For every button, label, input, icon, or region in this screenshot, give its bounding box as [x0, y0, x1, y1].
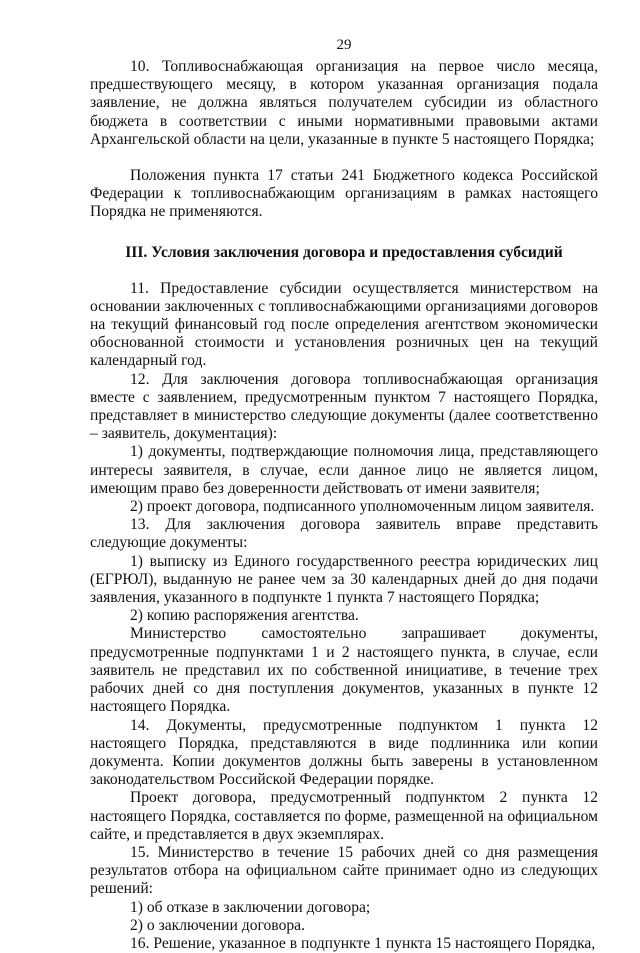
paragraph-13: 13. Для заключения договора заявитель вправе представить следующие документы: [90, 516, 598, 552]
paragraph-13-ministry-request: Министерство самостоятельно запрашивает документы, предусмотренные подпунктами 1 и 2 настоящего пункта, в случае, если заявитель не представил их по собственной инициативе, в течение трех рабочих дней со дня поступления документов, указанных в пункте 12 настоящего Порядка. [90, 625, 598, 716]
paragraph-10: 10. Топливоснабжающая организация на первое число месяца, предшествующего месяцу, в котором указанная организация подала заявление, не должна являться получателем субсидии из областного бюджета в соответствии с иными нормативными правовыми актами Архангельской области на цели, указанные в пункте 5 настоящего Порядка; [90, 58, 598, 148]
paragraph-14-contract-draft: Проект договора, предусмотренный подпунктом 2 пункта 12 настоящего Порядка, составляется по форме, размещенной на официальном сайте, и представляется в двух экземплярах. [90, 789, 598, 843]
page-number: 29 [336, 37, 352, 53]
paragraph-15-item-2: 2) о заключении договора. [130, 916, 305, 934]
section-title: III. Условия заключения договора и предоставления субсидий [125, 243, 563, 261]
paragraph-15: 15. Министерство в течение 15 рабочих дней со дня размещения результатов отбора на официальном сайте принимает одно из следующих решений: [90, 843, 598, 898]
paragraph-16: 16. Решение, указанное в подпункте 1 пункта 15 настоящего Порядка, [130, 934, 596, 952]
paragraph-12-item-1: 1) документы, подтверждающие полномочия лица, представляющего интересы заявителя, в случае, если данное лицо не является лицом, имеющим право без доверенности действовать от имени заявителя; [90, 443, 598, 497]
paragraph-budget-code-note: Положения пункта 17 статьи 241 Бюджетного кодекса Российской Федерации к топливоснабжающим организациям в рамках настоящего Порядка не применяются. [90, 167, 598, 221]
paragraph-12: 12. Для заключения договора топливоснабжающая организация вместе с заявлением, предусмотренным пунктом 7 настоящего Порядка, представляет в министерство следующие документы (далее соответственно – заявитель, документация): [90, 370, 598, 443]
paragraph-12-item-2: 2) проект договора, подписанного уполномоченным лицом заявителя. [130, 498, 595, 516]
paragraph-15-item-1: 1) об отказе в заключении договора; [130, 898, 371, 916]
paragraph-13-item-1: 1) выписку из Единого государственного реестра юридических лиц (ЕГРЮЛ), выданную не ранее чем за 30 календарных дней до дня подачи заявления, указанного в подпункте 1 пункта 7 настоящего Порядка; [90, 552, 598, 607]
paragraph-11: 11. Предоставление субсидии осуществляется министерством на основании заключенных с топливоснабжающими организациями договоров на текущий финансовый год после определения агентством экономически обоснованной стоимости и установления розничных цен на текущий календарный год. [90, 279, 598, 370]
paragraph-13-item-2: 2) копию распоряжения агентства. [130, 607, 359, 625]
paragraph-14: 14. Документы, предусмотренные подпунктом 1 пункта 12 настоящего Порядка, представляются в виде подлинника или копии документа. Копии документов должны быть заверены в установленном законодательством Российской Федерации порядке. [90, 716, 598, 789]
